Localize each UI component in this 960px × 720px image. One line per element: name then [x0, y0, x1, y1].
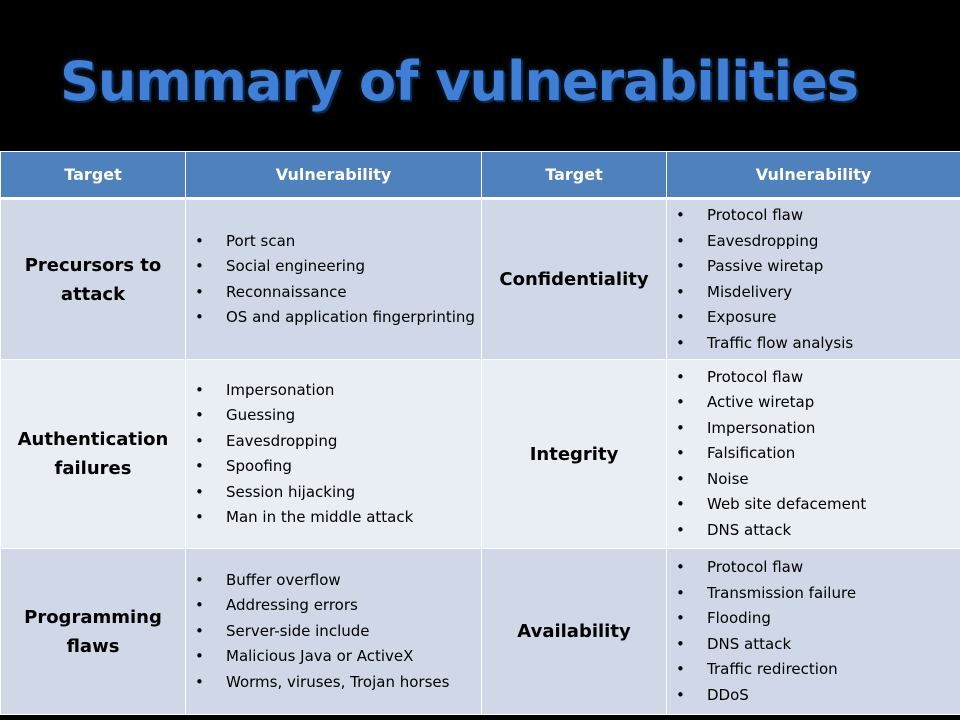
- list-item: • Noise: [707, 467, 954, 493]
- vulnerability-table: [0, 151, 960, 715]
- row-2-left-vulnerabilities: [186, 360, 482, 549]
- row-1-left-vulnerabilities: [186, 199, 482, 360]
- list-item: • Protocol flaw: [707, 365, 954, 391]
- row-1-right-vulnerabilities: [667, 199, 960, 360]
- list-item: • Buffer overflow: [226, 568, 475, 594]
- header-vulnerability-left: Vulnerability: [186, 152, 482, 199]
- list-item: • Active wiretap: [707, 390, 954, 416]
- list-item: • Eavesdropping: [226, 429, 475, 455]
- vulnerability-list: [186, 229, 481, 331]
- list-item: • Passive wiretap: [707, 254, 954, 280]
- list-item: • Port scan: [226, 229, 475, 255]
- list-item: • Traffic flow analysis: [707, 331, 954, 357]
- row-3-right-target: Availability: [482, 549, 667, 715]
- list-item: • Protocol flaw: [707, 203, 954, 229]
- vulnerability-list: [667, 555, 960, 708]
- header-target-right: Target: [482, 152, 667, 199]
- list-item: • Impersonation: [707, 416, 954, 442]
- list-item: • OS and application fingerprinting: [226, 305, 475, 331]
- list-item: • Worms, viruses, Trojan horses: [226, 670, 475, 696]
- list-item: • DNS attack: [707, 632, 954, 658]
- slide-title: Summary of vulnerabilities: [60, 50, 858, 113]
- row-2-right-target: Integrity: [482, 360, 667, 549]
- row-2-left-target: Authentication failures: [1, 360, 186, 549]
- list-item: • Spoofing: [226, 454, 475, 480]
- list-item: • Eavesdropping: [707, 229, 954, 255]
- list-item: • Transmission failure: [707, 581, 954, 607]
- list-item: • Web site defacement: [707, 492, 954, 518]
- table-row: [1, 360, 960, 549]
- list-item: • DNS attack: [707, 518, 954, 544]
- row-3-left-vulnerabilities: [186, 549, 482, 715]
- table-row: [1, 549, 960, 715]
- row-1-left-target: Precursors to attack: [1, 199, 186, 360]
- row-2-right-vulnerabilities: [667, 360, 960, 549]
- vulnerability-list: [667, 203, 960, 356]
- list-item: • Session hijacking: [226, 480, 475, 506]
- list-item: • Malicious Java or ActiveX: [226, 644, 475, 670]
- list-item: • Flooding: [707, 606, 954, 632]
- row-1-right-target: Confidentiality: [482, 199, 667, 360]
- list-item: • Guessing: [226, 403, 475, 429]
- list-item: • Man in the middle attack: [226, 505, 475, 531]
- table-row: [1, 199, 960, 360]
- header-vulnerability-right: Vulnerability: [667, 152, 960, 199]
- vulnerability-list: [186, 568, 481, 696]
- list-item: • Impersonation: [226, 378, 475, 404]
- list-item: • Falsification: [707, 441, 954, 467]
- table-header-row: [1, 152, 960, 199]
- list-item: • Protocol flaw: [707, 555, 954, 581]
- list-item: • Social engineering: [226, 254, 475, 280]
- list-item: • Exposure: [707, 305, 954, 331]
- list-item: • Reconnaissance: [226, 280, 475, 306]
- vulnerability-list: [186, 378, 481, 531]
- header-target-left: Target: [1, 152, 186, 199]
- list-item: • Misdelivery: [707, 280, 954, 306]
- list-item: • Addressing errors: [226, 593, 475, 619]
- vulnerability-list: [667, 365, 960, 544]
- list-item: • Server-side include: [226, 619, 475, 645]
- row-3-right-vulnerabilities: [667, 549, 960, 715]
- row-3-left-target: Programming flaws: [1, 549, 186, 715]
- list-item: • Traffic redirection: [707, 657, 954, 683]
- list-item: • DDoS: [707, 683, 954, 709]
